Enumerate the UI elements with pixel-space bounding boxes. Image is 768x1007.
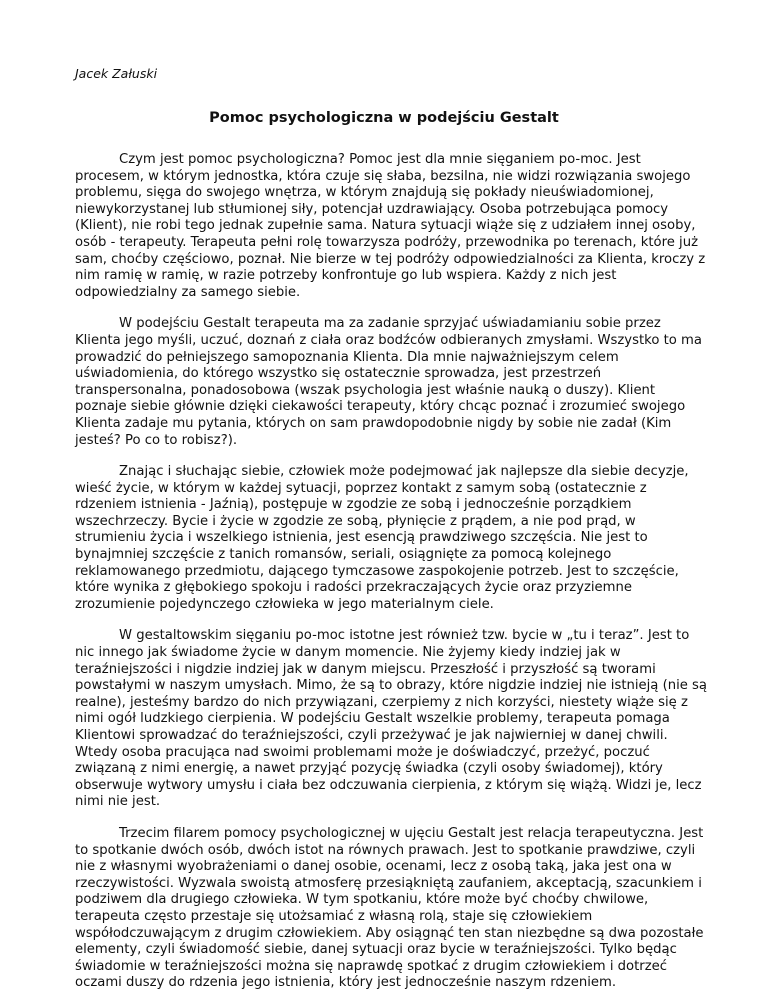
paragraph-2: W podejściu Gestalt terapeuta ma za zadanie sprzyjać uświadamianiu sobie przez Klienta jego myśli, uczuć, doznań z ciała oraz bodźców odbieranych zmysłami. Wszystko to ma prowadzić do pełniejszego samopoznania Klienta. Dla mnie najważniejszym celem uświadomienia, do którego wszystko się ostatecznie sprowadza, jest przestrzeń transpersonalna, ponadosobowa (wszak psychologia jest właśnie nauką o duszy). Klient poznaje siebie głównie dzięki ciekawości terapeuty, który chcąc poznać i zrozumieć swojego Klienta zadaje mu pytania, których on sam prawdopodobnie nigdy by sobie nie zadał (Kim jesteś? Po co to robisz?). <box>75 316 702 448</box>
document-title: Pomoc psychologiczna w podejściu Gestalt <box>209 110 559 126</box>
paragraph-5: Trzecim filarem pomocy psychologicznej w ujęciu Gestalt jest relacja terapeutyczna. Jest to spotkanie dwóch osób, dwóch istot na równych prawach. Jest to spotkanie prawdziwe, czyli nie z własnymi wyobrażeniami o danej osobie, ocenami, lecz z osobą taką, jaka jest ona w rzeczywistości. Wyzwala swoistą atmosferę przesiąkniętą zaufaniem, akceptacją, szacunkiem i podziwem dla drugiego człowieka. W tym spotkaniu, które może być choćby chwilowe, terapeuta często przestaje się utożsamiać z własną rolą, staje się człowiekiem współodczuwającym z drugim człowiekiem. Aby osiągnąć ten stan niezbędne są dwa pozostałe elementy, czyli świadomość siebie, danej sytuacji oraz bycie w teraźniejszości. Tylko będąc świadomie w teraźniejszości można się naprawdę spotkać z drugim człowiekiem i dotrzeć oczami duszy do rdzenia jego istnienia, który jest jednocześnie naszym rdzeniem. <box>75 825 704 991</box>
document-body <box>75 152 707 1007</box>
paragraph-4: W gestaltowskim sięganiu po-moc istotne jest również tzw. bycie w „tu i teraz”. Jest to nic innego jak świadome życie w danym momencie. Nie żyjemy kiedy indziej jak w teraźniejszości i nigdzie indziej jak w danym miejscu. Przeszłość i przyszłość są tworami powstałymi w naszym umysłach. Mimo, że są to obrazy, które nigdzie indziej nie istnieją (nie są realne), jesteśmy bardzo do nich przywiązani, czerpiemy z nich korzyści, niestety wiąże się z nimi ogół ludzkiego cierpienia. W podejściu Gestalt wszelkie problemy, terapeuta pomaga Klientowi sprowadzać do teraźniejszości, czyli przeżywać je jak najwierniej w danej chwili. Wtedy osoba pracująca nad swoimi problemami może je doświadczyć, przeżyć, poczuć związaną z nimi energię, a nawet przyjąć pozycję świadka (czyli osoby świadomej), który obserwuje wytwory umysłu i ciała bez odczuwania cierpienia, z którym się wiążą. Widzi je, lecz nimi nie jest. <box>75 628 707 810</box>
paragraph-3: Znając i słuchając siebie, człowiek może podejmować jak najlepsze dla siebie decyzje, wieść życie, w którym w każdej sytuacji, poprzez kontakt z samym sobą (ostatecznie z rdzeniem istnienia - Jaźnią), postępuje w zgodzie ze sobą i jednocześnie porządkiem wszechrzeczy. Bycie i życie w zgodzie ze sobą, płynięcie z prądem, a nie pod prąd, w strumieniu życia i wszelkiego istnienia, jest esencją prawdziwego szczęścia. Nie jest to bynajmniej szczęście z tanich romansów, seriali, osiągnięte za pomocą kolejnego reklamowanego przedmiotu, dającego tymczasowe zaspokojenie potrzeb. Jest to szczęście, które wynika z głębokiego spokoju i radości przekraczających życie oraz przyziemne zrozumienie pojedynczego człowieka w jego materialnym ciele. <box>75 464 689 612</box>
author-name: Jacek Załuski <box>75 66 158 81</box>
paragraph-1: Czym jest pomoc psychologiczna? Pomoc jest dla mnie sięganiem po-moc. Jest procesem, w którym jednostka, która czuje się słaba, bezsilna, nie widzi rozwiązania swojego problemu, sięga do swojego wnętrza, w którym znajdują się pokłady nieuświadomionej, niewykorzystanej lub stłumionej siły, potencjał uzdrawiający. Osoba potrzebująca pomocy (Klient), nie robi tego jednak zupełnie sama. Natura sytuacji wiąże się z udziałem innej osoby, osób - terapeuty. Terapeuta pełni rolę towarzysza podróży, przewodnika po terenach, które już sam, choćby częściowo, poznał. Nie bierze w tej podróży odpowiedzialności za Klienta, kroczy z nim ramię w ramię, w razie potrzeby konfrontuje go lub wspiera. Każdy z nich jest odpowiedzialny za samego siebie. <box>75 152 706 300</box>
